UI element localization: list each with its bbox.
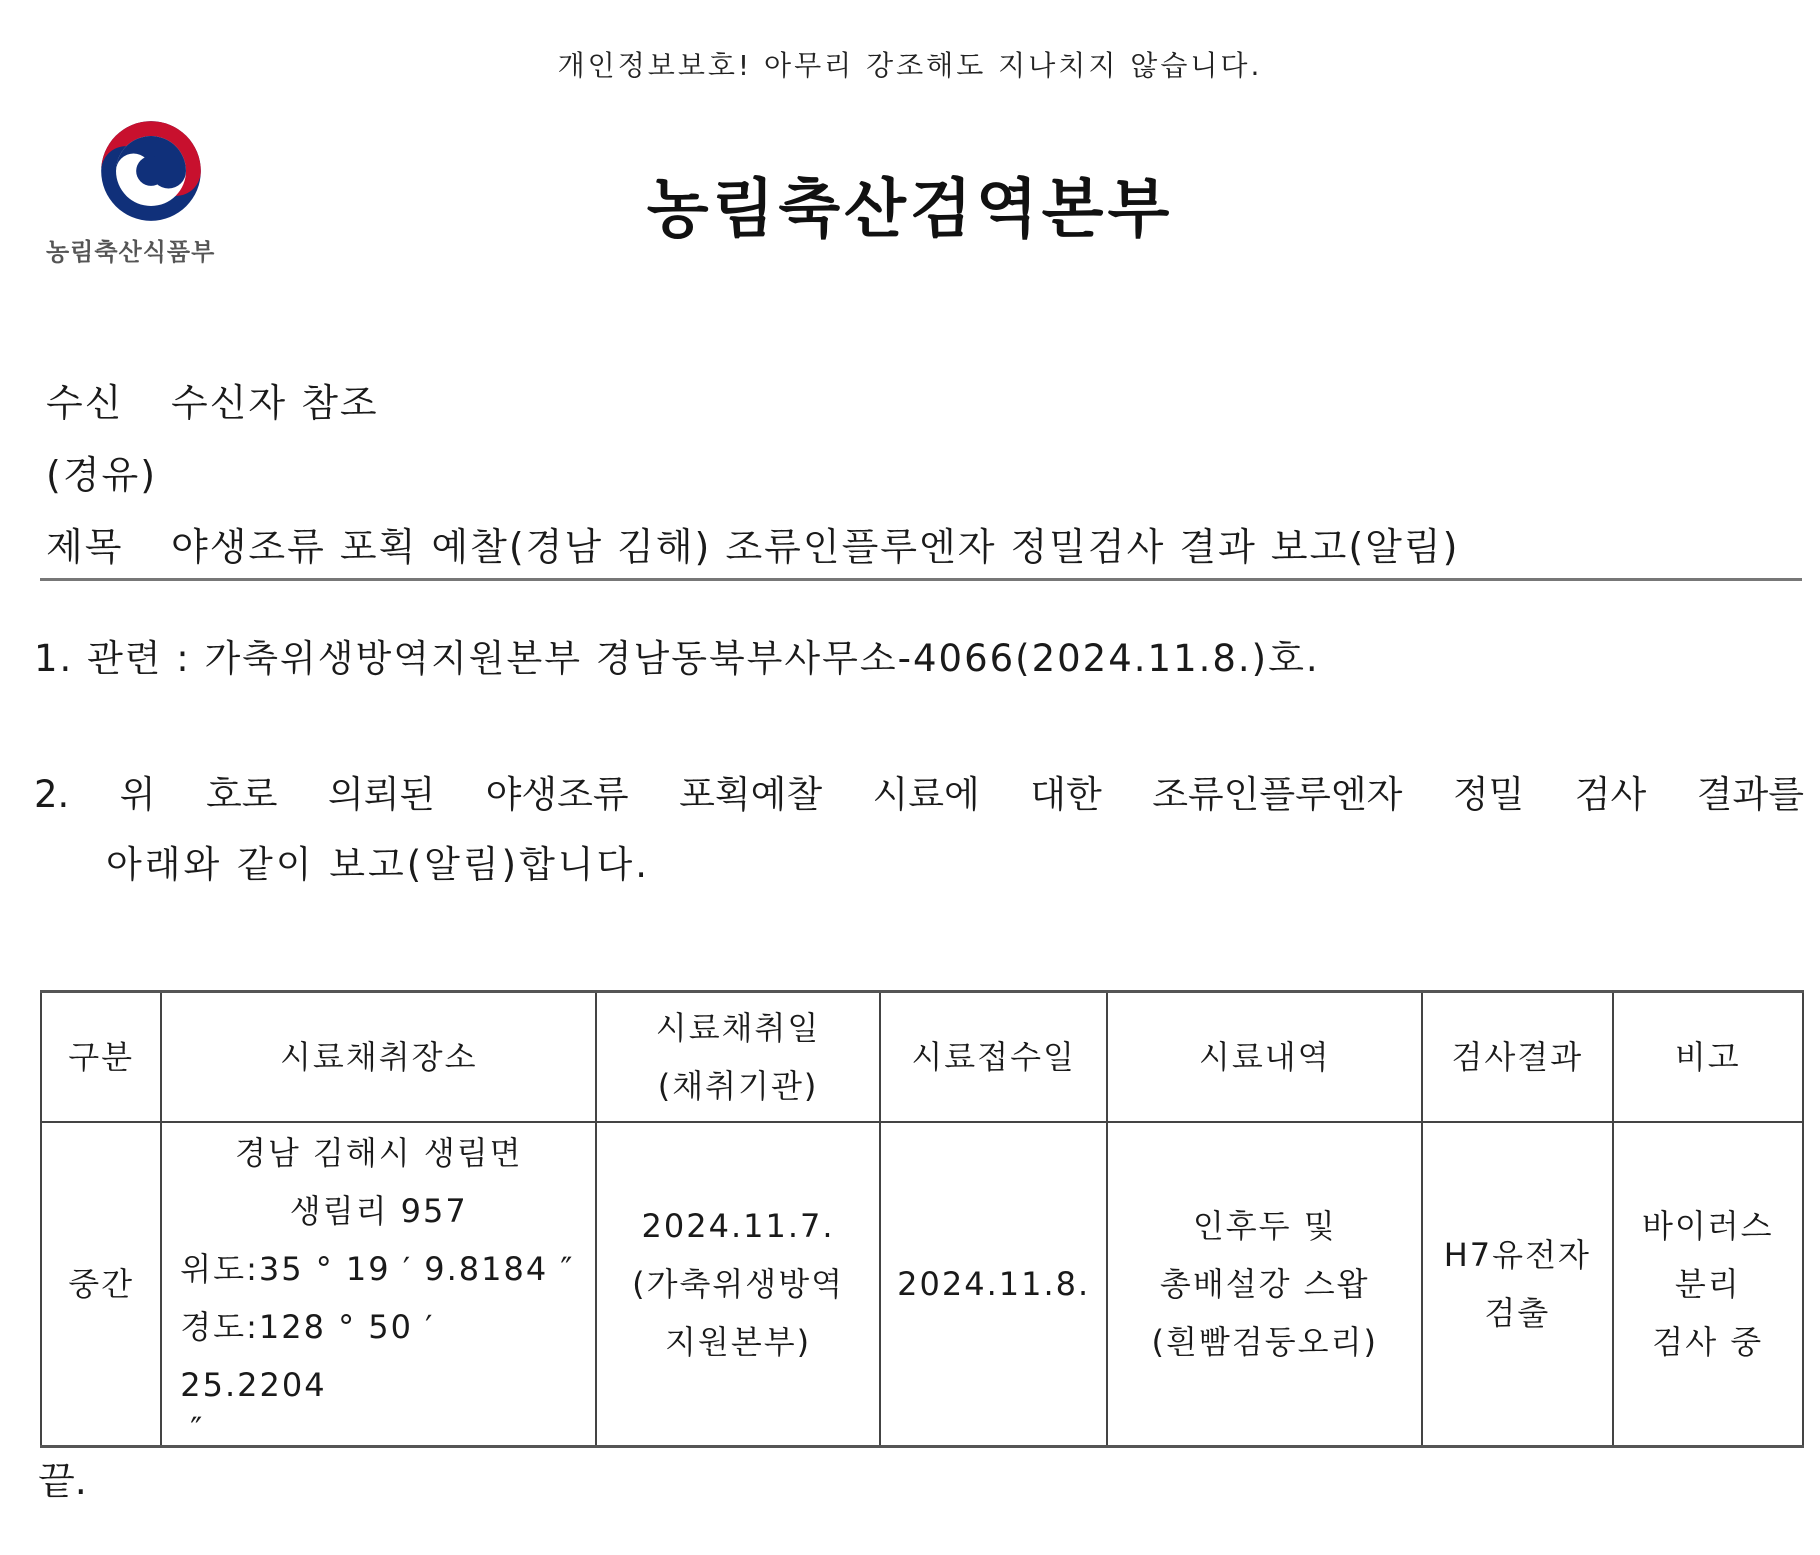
- via-line: (경유): [46, 453, 158, 497]
- location-address-line-1: 경남 김해시 생림면: [234, 1134, 523, 1172]
- remarks-line-2: 분리: [1674, 1265, 1741, 1303]
- cell-result: [1422, 1122, 1612, 1447]
- remarks-line-1: 바이러스: [1641, 1207, 1774, 1245]
- subject-line: [46, 516, 1459, 571]
- sampling-date-value: 2024.11.7.: [641, 1207, 835, 1245]
- location-longitude-seconds-mark: ″: [190, 1410, 205, 1448]
- table-header-row: [41, 992, 1803, 1123]
- sampling-agency-line-1: (가축위생방역: [632, 1265, 845, 1303]
- header-sampling-date: [596, 992, 880, 1123]
- sampling-agency-line-2: 지원본부): [665, 1323, 812, 1361]
- header-category: 구분: [41, 992, 161, 1123]
- item-2-second-line: 아래와 같이 보고(알림)합니다.: [106, 843, 651, 886]
- end-mark: 끝.: [38, 1459, 87, 1503]
- location-latitude: 위도:35 ° 19 ′ 9.8184 ″: [180, 1250, 575, 1288]
- item-2-word: 대한: [1030, 773, 1102, 816]
- cell-sample-details: [1107, 1122, 1422, 1447]
- subject-value: 야생조류 포획 예찰(경남 김해) 조류인플루엔자 정밀검사 결과 보고(알림): [171, 525, 1460, 569]
- item-2-word: 조류인플루엔자: [1152, 773, 1403, 816]
- cell-receipt-date: 2024.11.8.: [880, 1122, 1108, 1447]
- subject-label: 제목: [46, 525, 124, 569]
- recipient-label: 수신: [46, 381, 124, 425]
- item-2-first-line: [34, 760, 1804, 830]
- location-longitude: 경도:128 ° 50 ′ 25.2204: [180, 1308, 435, 1404]
- table-row: [41, 1122, 1803, 1447]
- sample-line-3: (흰빰검둥오리): [1151, 1323, 1378, 1361]
- result-line-2: 검출: [1484, 1294, 1551, 1332]
- sample-line-2: 총배설강 스왑: [1159, 1265, 1370, 1303]
- header-divider: [40, 578, 1802, 581]
- cell-category: 중간: [41, 1122, 161, 1447]
- cell-location: [161, 1122, 596, 1447]
- location-address-line-2: 생림리 957: [289, 1192, 468, 1230]
- cell-sampling-date: [596, 1122, 880, 1447]
- item-2-word: 검사: [1574, 773, 1647, 816]
- item-2-word: 의뢰된: [327, 773, 436, 816]
- remarks-line-3: 검사 중: [1652, 1323, 1764, 1361]
- header-sampling-agency-line: (채취기관): [657, 1067, 819, 1105]
- item-2-paragraph: [34, 760, 1804, 900]
- header-sample-details: 시료내역: [1107, 992, 1422, 1123]
- item-2-word: 시료에: [872, 773, 980, 816]
- agency-title: 농림축산검역본부: [646, 173, 1174, 247]
- item-2-word: 2.: [34, 773, 70, 816]
- header-remarks: 비고: [1613, 992, 1803, 1123]
- privacy-notice: 개인정보보호! 아무리 강조해도 지나치지 않습니다.: [557, 49, 1263, 82]
- item-2-word: 호로: [206, 773, 278, 816]
- item-1-related: 1. 관련 : 가축위생방역지원본부 경남동북부사무소-4066(2024.11.8.)호.: [34, 637, 1320, 680]
- sample-line-1: 인후두 및: [1192, 1207, 1337, 1245]
- item-2-word: 야생조류: [485, 773, 629, 816]
- header-result: 검사결과: [1422, 992, 1612, 1123]
- recipient-line: [46, 372, 379, 427]
- recipient-value: 수신자 참조: [171, 381, 379, 425]
- item-2-word: 포획예찰: [679, 773, 823, 816]
- header-location: 시료채취장소: [161, 992, 596, 1123]
- result-line-1: H7유전자: [1443, 1236, 1591, 1274]
- header-sampling-date-line: 시료채취일: [655, 1009, 821, 1047]
- cell-remarks: [1613, 1122, 1803, 1447]
- item-2-word: 결과를: [1696, 773, 1804, 816]
- test-result-table: [40, 990, 1804, 1448]
- item-2-word: 위: [119, 773, 156, 816]
- header-receipt-date: 시료접수일: [880, 992, 1108, 1123]
- ministry-logo-text: 농림축산식품부: [46, 238, 216, 266]
- item-2-word: 정밀: [1452, 773, 1525, 816]
